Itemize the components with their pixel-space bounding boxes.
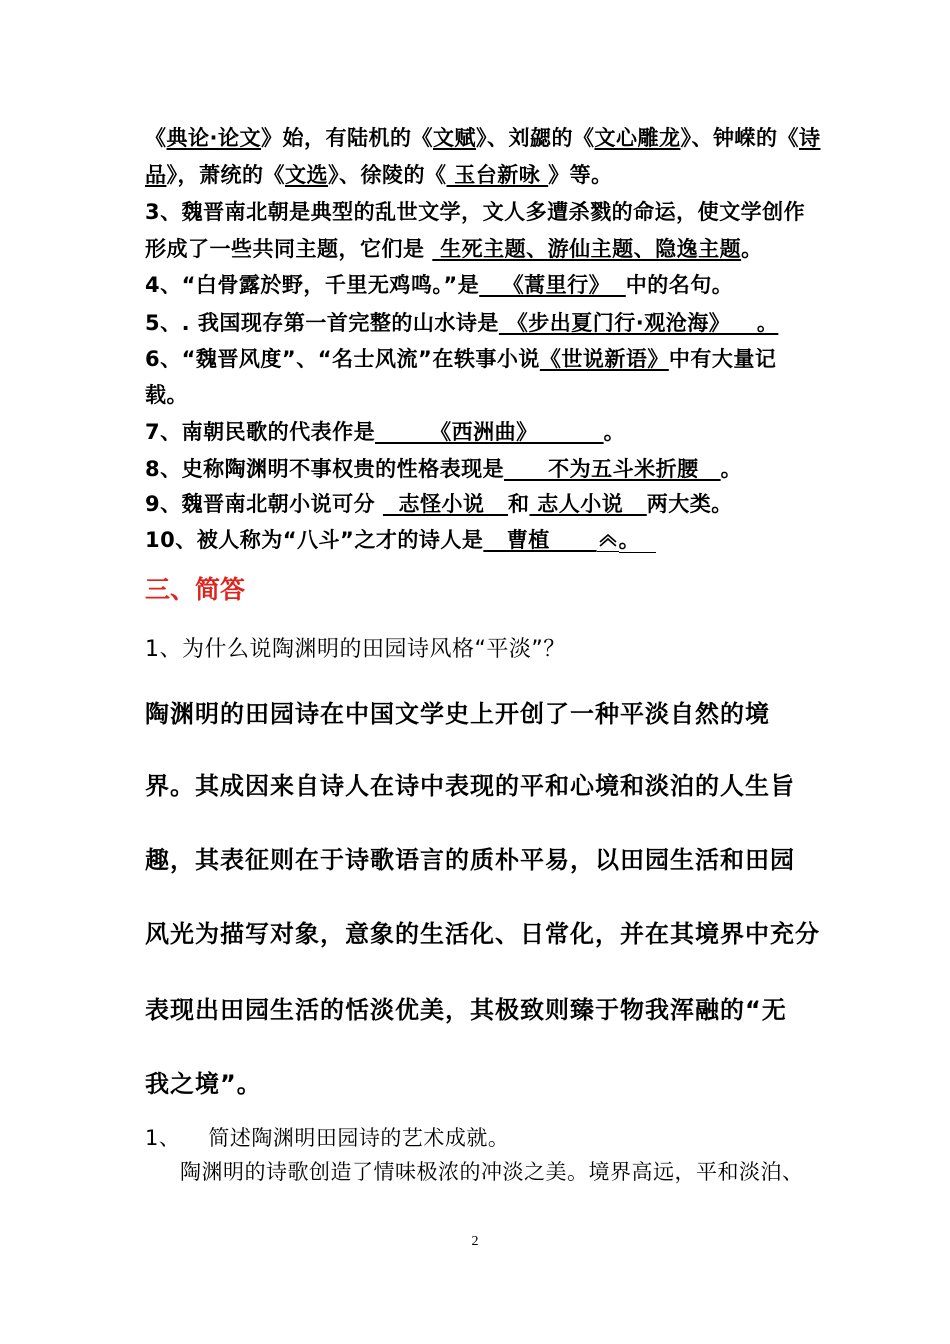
answer-blank: 品: [145, 163, 167, 187]
question-4: [145, 271, 733, 299]
text: 10、被人称为“八斗”之才的诗人是: [145, 528, 484, 552]
text: 7、南朝民歌的代表作是: [145, 420, 376, 444]
text: 9、魏晋南北朝小说可分: [145, 492, 383, 516]
answer-blank: 诗: [798, 126, 821, 150]
text: 中的名句。: [625, 273, 734, 297]
answer-blank: 文选: [285, 163, 328, 187]
answer-paragraph-line: 陶渊明的田园诗在中国文学史上开创了一种平淡自然的境: [145, 700, 770, 728]
text: 》等。: [548, 163, 613, 187]
answer-blank: 志人小说: [529, 492, 647, 516]
text: 6、“魏晋风度”、“名士风流”在轶事小说: [145, 347, 540, 371]
answer-blank: 生死主题、游仙主题、隐逸主题: [432, 237, 742, 261]
question-6-line-2: [145, 381, 188, 409]
text: 5、. 我国现存第一首完整的山水诗是: [145, 311, 499, 335]
text: 》，萧统的《: [166, 163, 285, 187]
text: 中有大量记: [668, 347, 777, 371]
text: 《: [145, 126, 167, 150]
answer-blank: 《世说新语》: [539, 347, 669, 371]
question-8: [145, 455, 742, 483]
question-text: 简述陶渊明田园诗的艺术成就。: [208, 1126, 510, 1150]
section-heading: 三、简答: [145, 575, 246, 604]
text: 》、钟嵘的《: [680, 126, 799, 150]
answer-blank: 文赋: [432, 126, 476, 150]
question-3-line-1: [145, 198, 805, 226]
question-5: [145, 309, 778, 337]
answer-blank: 典论·论文: [166, 126, 261, 150]
answer-line-2: [145, 161, 613, 189]
question-3-line-2: [145, 235, 763, 263]
answer-blank: 玉台新咏: [446, 163, 549, 187]
answer-paragraph-line: 风光为描写对象，意象的生活化、日常化，并在其境界中充分: [145, 920, 820, 948]
answer-blank: 志怪小说: [382, 492, 508, 516]
answer-blank: 文心雕龙: [594, 126, 681, 150]
page-number: 2: [471, 1234, 479, 1249]
text: 载。: [145, 383, 188, 407]
text: 和: [508, 492, 530, 516]
answer-paragraph-line: 陶渊明的诗歌创造了情味极浓的冲淡之美。境界高远，平和淡泊、: [180, 1160, 804, 1184]
text: 》始，有陆机的《: [260, 126, 433, 150]
text: 8、史称陶渊明不事权贵的性格表现是: [145, 457, 505, 481]
text: 。: [741, 237, 763, 261]
text: 。: [720, 457, 743, 481]
text: 》、刘勰的《: [475, 126, 595, 150]
answer-paragraph-line: 我之境”。: [145, 1070, 262, 1098]
text: 形成了一些共同主题，它们是: [145, 237, 433, 261]
answer-paragraph-line: 趣，其表征则在于诗歌语言的质朴平易，以田园生活和田园: [145, 846, 795, 874]
answer-blank: _____《西洲曲》______: [375, 420, 604, 444]
answer-line-1: [145, 124, 820, 152]
question-10: [145, 526, 656, 554]
answer-blank: 《步出夏门行·观沧海》 _。: [498, 311, 779, 335]
question-6-line-1: [145, 345, 776, 373]
text: 4、“白骨露於野，千里无鸡鸣。”是: [145, 273, 480, 297]
question-9: [145, 490, 733, 518]
answer-blank: 《蒿里行》: [479, 273, 626, 297]
answer-blank: 曹植: [483, 528, 597, 552]
short-answer-question-1: 1、为什么说陶渊明的田园诗风格“平淡”？: [145, 637, 566, 662]
answer-blank: ____不为五斗米折腰__: [504, 457, 721, 481]
answer-paragraph-line: 界。其成因来自诗人在诗中表现的平和心境和淡泊的人生旨: [145, 772, 795, 800]
short-answer-question-2: [145, 1124, 509, 1152]
caret-icon: [597, 531, 619, 552]
question-7: [145, 418, 625, 446]
answer-paragraph-line: 表现出田园生活的恬淡优美，其极致则臻于物我浑融的“无: [145, 996, 787, 1024]
question-number: 1、: [145, 1126, 181, 1150]
text: 两大类。: [646, 492, 733, 516]
text: 》、徐陵的《: [328, 163, 447, 187]
text: 3、魏晋南北朝是典型的乱世文学，文人多遭杀戮的命运，使文学创作: [145, 200, 806, 224]
text: 。: [619, 528, 657, 553]
text: 。: [603, 420, 626, 444]
